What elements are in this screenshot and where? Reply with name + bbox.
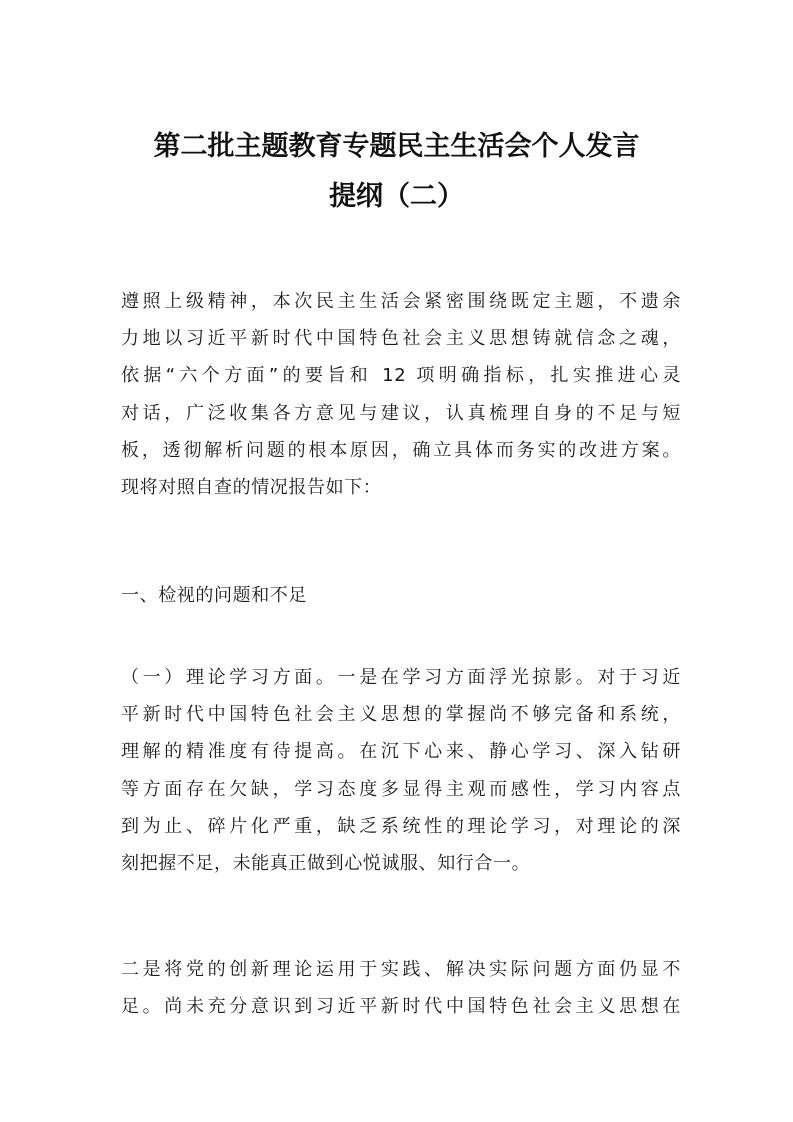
title-line-2: 提纲（二） [329, 181, 464, 212]
paragraph-line: 二是将党的创新理论运用于实践、解决实际问题方面仍显不 [121, 959, 681, 980]
paragraph-line: （一）理论学习方面。一是在学习方面浮光掠影。对于习近 [121, 667, 681, 688]
practice-paragraph [121, 951, 681, 1025]
paragraph-line: 足。尚未充分意识到习近平新时代中国特色社会主义思想在 [121, 996, 681, 1018]
paragraph-line: 到为止、碎片化严重，缺乏系统性的理论学习，对理论的深 [121, 815, 681, 837]
paragraph-line: 平新时代中国特色社会主义思想的掌握尚不够完备和系统， [121, 704, 681, 726]
paragraph-line: 刻把握不足，未能真正做到心悦诚服、知行合一。 [121, 852, 531, 874]
paragraph-line: 理解的精准度有待提高。在沉下心来、静心学习、深入钻研 [121, 741, 681, 763]
title-line-1: 第二批主题教育专题民主生活会个人发言 [153, 131, 640, 162]
theory-study-paragraph [121, 659, 681, 882]
paragraph-line: 对话，广泛收集各方意见与建议，认真梳理自身的不足与短 [121, 402, 681, 424]
document-title [100, 122, 693, 222]
section-heading [121, 577, 681, 614]
section-heading-text: 一、检视的问题和不足 [121, 585, 307, 606]
paragraph-line: 依据“六个方面”的要旨和 12 项明确指标，扎实推进心灵 [121, 365, 681, 387]
paragraph-line: 力地以习近平新时代中国特色社会主义思想铸就信念之魂， [121, 328, 681, 350]
paragraph-line: 现将对照自查的情况报告如下： [121, 476, 382, 498]
paragraph-line: 遵照上级精神，本次民主生活会紧密围绕既定主题，不遗余 [121, 291, 681, 312]
intro-paragraph [121, 283, 681, 506]
paragraph-line: 板，透彻解析问题的根本原因，确立具体而务实的改进方案。 [121, 439, 681, 461]
paragraph-line: 等方面存在欠缺，学习态度多显得主观而感性，学习内容点 [121, 778, 681, 800]
